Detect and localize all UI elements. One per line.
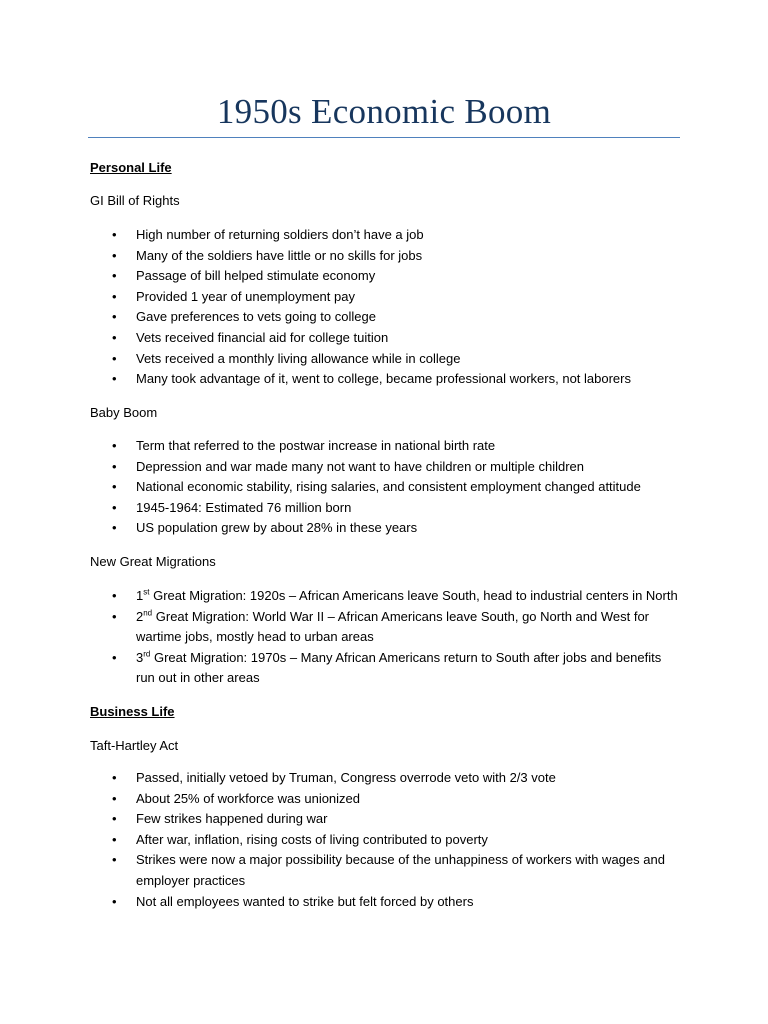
list-item: • Few strikes happened during war [112,809,682,830]
list-item: • Many took advantage of it, went to college, became professional workers, not laborers [112,369,682,390]
list-item: • Vets received financial aid for college tuition [112,328,682,349]
section-heading-business-life: Business Life [90,704,175,719]
list-item: • After war, inflation, rising costs of living contributed to poverty [112,830,682,851]
list-item: • Depression and war made many not want to have children or multiple children [112,457,682,478]
list-item: • Term that referred to the postwar increase in national birth rate [112,436,682,457]
list-item: • About 25% of workforce was unionized [112,789,682,810]
document-title: 1950s Economic Boom [216,92,552,131]
subheading-new-great-migrations: New Great Migrations [90,554,216,569]
migrations-list [112,586,682,689]
ordinal-suffix: st [143,587,150,597]
ordinal-number: 3 [136,649,144,665]
list-item: • National economic stability, rising salaries, and consistent employment changed attitude [112,477,682,498]
list-item-text: Great Migration: World War II – African Americans leave South, go North and West for wartime jobs, mostly head to urban areas [136,608,650,645]
list-item: • Not all employees wanted to strike but felt forced by others [112,892,682,913]
list-item: • US population grew by about 28% in these years [112,518,682,539]
ordinal-number: 2 [136,608,144,624]
title-rule [88,137,680,138]
subheading-taft-hartley-act: Taft-Hartley Act [90,738,179,753]
taft-hartley-list [112,768,682,912]
list-item: • Provided 1 year of unemployment pay [112,287,682,308]
list-item: • Passed, initially vetoed by Truman, Congress overrode veto with 2/3 vote [112,768,682,789]
list-item: • High number of returning soldiers don’t have a job [112,225,682,246]
baby-boom-list [112,436,682,539]
ordinal-suffix: nd [143,608,153,618]
section-heading-personal-life: Personal Life [90,160,172,175]
list-item-text: Great Migration: 1920s – African Americans leave South, head to industrial centers in North [149,588,678,603]
list-item: • Strikes were now a major possibility because of the unhappiness of workers with wages and employer practices [112,850,682,891]
gi-bill-list [112,225,682,390]
ordinal-number: 1 [136,588,144,603]
list-item: • Gave preferences to vets going to college [112,307,682,328]
list-item [112,586,682,607]
list-item: • Vets received a monthly living allowance while in college [112,349,682,370]
list-item [112,648,682,689]
subheading-baby-boom: Baby Boom [90,405,158,420]
list-item [112,607,682,648]
subheading-gi-bill: GI Bill of Rights [90,193,180,208]
list-item: • 1945-1964: Estimated 76 million born [112,498,682,519]
ordinal-suffix: rd [143,649,151,659]
list-item-text: Great Migration: 1970s – Many African Americans return to South after jobs and benefits run out in other areas [136,649,662,686]
list-item: • Many of the soldiers have little or no skills for jobs [112,246,682,267]
list-item: • Passage of bill helped stimulate economy [112,266,682,287]
